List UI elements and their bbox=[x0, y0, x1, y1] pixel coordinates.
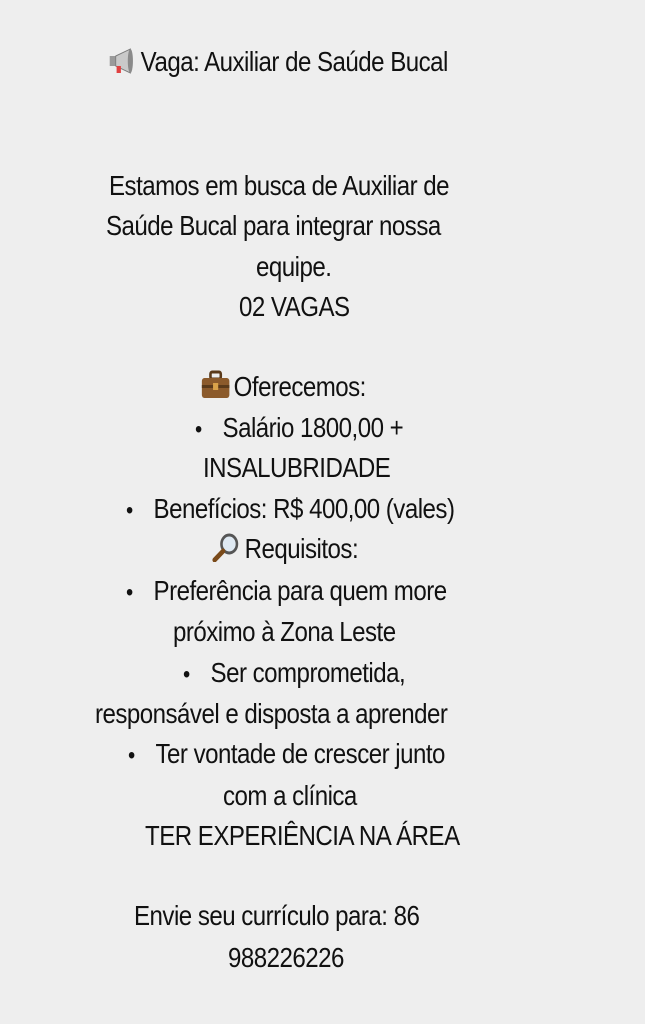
requirement-item-3-continued: com a clínica bbox=[223, 780, 357, 811]
bullet: • bbox=[195, 416, 202, 443]
magnifying-glass-icon bbox=[212, 532, 241, 570]
bullet: • bbox=[126, 497, 133, 524]
openings-count: 02 VAGAS bbox=[239, 291, 350, 322]
requirement-item-3 bbox=[128, 737, 445, 773]
job-title-text: Vaga: Auxiliar de Saúde Bucal bbox=[140, 46, 448, 77]
bullet: • bbox=[183, 661, 190, 688]
bullet: • bbox=[128, 742, 135, 769]
job-title bbox=[108, 45, 448, 83]
requirement-item-2-continued: responsável e disposta a aprender bbox=[95, 698, 448, 729]
salary-text: Salário 1800,00 + bbox=[222, 412, 404, 443]
requirement-item-1 bbox=[126, 574, 447, 610]
offer-heading bbox=[201, 370, 366, 408]
experience-requirement: TER EXPERIÊNCIA NA ÁREA bbox=[145, 820, 460, 851]
requirements-heading bbox=[212, 532, 358, 570]
requirements-heading-text: Requisitos: bbox=[244, 533, 359, 564]
requirement-item-2 bbox=[183, 656, 405, 692]
intro-line-1: Estamos em busca de Auxiliar de bbox=[109, 170, 450, 201]
offer-heading-text: Oferecemos: bbox=[233, 371, 366, 402]
requirement-text: Ser comprometida, bbox=[210, 657, 406, 688]
intro-line-2: Saúde Bucal para integrar nossa bbox=[106, 210, 441, 241]
requirement-text: Preferência para quem more bbox=[153, 575, 447, 606]
intro-line-3: equipe. bbox=[256, 251, 332, 282]
salary-item bbox=[195, 411, 403, 447]
requirement-text: Ter vontade de crescer junto bbox=[155, 738, 445, 769]
contact-phone: 988226226 bbox=[228, 942, 344, 973]
benefits-text: Benefícios: R$ 400,00 (vales) bbox=[153, 493, 455, 524]
salary-item-continued: INSALUBRIDADE bbox=[203, 452, 391, 483]
megaphone-icon bbox=[108, 47, 137, 83]
briefcase-icon bbox=[201, 370, 230, 408]
contact-line-1: Envie seu currículo para: 86 bbox=[134, 900, 420, 931]
benefits-item bbox=[126, 492, 454, 528]
bullet: • bbox=[126, 579, 133, 606]
requirement-item-1-continued: próximo à Zona Leste bbox=[173, 616, 396, 647]
